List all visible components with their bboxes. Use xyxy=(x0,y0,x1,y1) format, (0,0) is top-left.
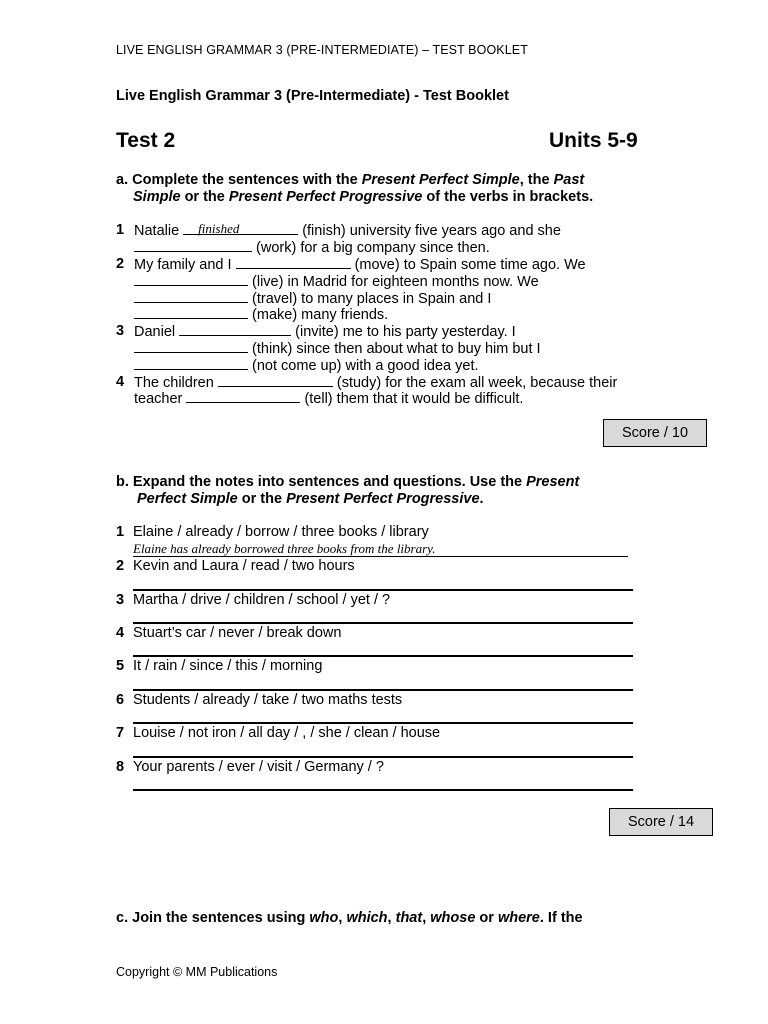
answer-blank[interactable] xyxy=(218,374,333,387)
exercise-text: (move) to Spain some time ago. We xyxy=(354,257,586,273)
item-number: 4 xyxy=(116,625,125,641)
item-number: 7 xyxy=(116,725,125,741)
note-prompt: Stuart’s car / never / break down xyxy=(133,625,342,641)
item-number: 2 xyxy=(116,256,125,272)
section-a-instructions xyxy=(116,172,636,206)
instr-tense: Present Perfect Progressive xyxy=(286,491,480,507)
section-c-instructions xyxy=(116,910,676,927)
item-number: 4 xyxy=(116,374,125,390)
exercise-text: The children xyxy=(134,375,214,391)
exercise-text: (work) for a big company since then. xyxy=(256,240,490,256)
section-c-letter: c. xyxy=(116,910,129,926)
answer-blank[interactable] xyxy=(134,340,248,353)
answer-line[interactable] xyxy=(133,689,633,691)
answer-line[interactable] xyxy=(133,756,633,758)
note-prompt: Your parents / ever / visit / Germany / ? xyxy=(133,759,384,775)
answer-blank[interactable] xyxy=(183,222,298,235)
item-number: 3 xyxy=(116,592,125,608)
answer-blank[interactable] xyxy=(134,357,248,370)
instr-text: , the xyxy=(519,172,554,188)
item-number: 1 xyxy=(116,524,125,540)
note-prompt: Kevin and Laura / read / two hours xyxy=(133,558,355,574)
instr-text: , xyxy=(422,910,431,926)
exercise-text: (live) in Madrid for eighteen months now. We xyxy=(252,274,539,290)
instr-tense: Present xyxy=(526,474,580,490)
exercise-line xyxy=(134,357,479,375)
item-number: 2 xyxy=(116,558,125,574)
copyright-footer: Copyright © MM Publications xyxy=(116,965,278,979)
instr-text: or the xyxy=(180,189,229,205)
answer-line[interactable] xyxy=(133,722,633,724)
item-number: 5 xyxy=(116,658,125,674)
instr-text: Join the sentences using xyxy=(132,910,310,926)
instr-text: Complete the sentences with the xyxy=(132,172,362,188)
instr-tense: Perfect Simple xyxy=(137,491,238,507)
exercise-line xyxy=(134,306,388,324)
section-b-letter: b. xyxy=(116,474,129,490)
note-prompt: It / rain / since / this / morning xyxy=(133,658,323,674)
instr-text: Expand the notes into sentences and questions. Use the xyxy=(132,474,527,490)
exercise-text: (tell) them that it would be difficult. xyxy=(304,391,524,407)
relative-pronoun: that xyxy=(395,910,423,926)
instr-text: of the verbs in brackets. xyxy=(422,189,594,205)
answer-line[interactable] xyxy=(133,589,633,591)
relative-pronoun: which xyxy=(346,910,388,926)
instr-text: , xyxy=(387,910,396,926)
answer-blank[interactable] xyxy=(186,390,300,403)
units-title: Units 5-9 xyxy=(549,129,638,152)
handwritten-answer: finished xyxy=(198,221,240,236)
item-number: 3 xyxy=(116,323,125,339)
section-a-letter: a. xyxy=(116,172,129,188)
item-number: 8 xyxy=(116,759,125,775)
exercise-text: (travel) to many places in Spain and I xyxy=(252,291,492,307)
answer-blank[interactable] xyxy=(236,256,351,269)
instr-text: or the xyxy=(237,491,287,507)
instr-text: , xyxy=(338,910,347,926)
instr-tense: Present Perfect Progressive xyxy=(228,189,423,205)
score-box-b: Score / 14 xyxy=(609,808,713,836)
instr-tense: Past xyxy=(553,172,585,188)
instr-text: or xyxy=(475,910,498,926)
note-prompt: Elaine / already / borrow / three books / library xyxy=(133,524,429,540)
answer-blank[interactable] xyxy=(134,273,248,286)
answer-line[interactable] xyxy=(133,622,633,624)
running-header: LIVE ENGLISH GRAMMAR 3 (PRE-INTERMEDIATE) – TEST BOOKLET xyxy=(116,43,528,57)
note-prompt: Students / already / take / two maths tests xyxy=(133,692,403,708)
exercise-text: (think) since then about what to buy him but I xyxy=(252,341,541,357)
relative-pronoun: who xyxy=(309,910,339,926)
exercise-line xyxy=(134,222,561,240)
answer-blank[interactable] xyxy=(134,306,248,319)
exercise-line xyxy=(134,273,539,291)
exercise-line xyxy=(134,239,490,257)
score-box-a: Score / 10 xyxy=(603,419,707,447)
item-number: 1 xyxy=(116,222,125,238)
exercise-text: My family and I xyxy=(134,257,232,273)
book-title: Live English Grammar 3 (Pre-Intermediate) - Test Booklet xyxy=(116,88,509,104)
instr-tense: Present Perfect Simple xyxy=(361,172,520,188)
answer-line[interactable] xyxy=(133,789,633,791)
exercise-line xyxy=(134,390,523,408)
exercise-text: Daniel xyxy=(134,324,176,340)
answer-blank[interactable] xyxy=(179,323,291,336)
exercise-text: (invite) me to his party yesterday. I xyxy=(295,324,516,340)
exercise-text: teacher xyxy=(134,391,183,407)
note-prompt: Martha / drive / children / school / yet / ? xyxy=(133,592,391,608)
relative-pronoun: whose xyxy=(430,910,476,926)
test-title: Test 2 xyxy=(116,129,176,152)
exercise-line xyxy=(134,256,586,274)
item-number: 6 xyxy=(116,692,125,708)
exercise-text: (finish) university five years ago and she xyxy=(302,223,561,239)
instr-text: . If the xyxy=(539,910,583,926)
answer-line[interactable] xyxy=(133,655,633,657)
exercise-text: (study) for the exam all week, because their xyxy=(336,375,618,391)
handwritten-answer[interactable]: Elaine has already borrowed three books from the library. xyxy=(133,541,628,557)
answer-blank[interactable] xyxy=(134,290,248,303)
note-prompt: Louise / not iron / all day / , / she / clean / house xyxy=(133,725,441,741)
exercise-line xyxy=(134,323,516,341)
exercise-text: (not come up) with a good idea yet. xyxy=(252,358,479,374)
exercise-text: (make) many friends. xyxy=(252,307,389,323)
exercise-line xyxy=(134,340,541,358)
instr-tense: Simple xyxy=(133,189,181,205)
exercise-text: Natalie xyxy=(134,223,180,239)
answer-blank[interactable] xyxy=(134,239,252,252)
instr-text: . xyxy=(479,491,484,507)
section-b-instructions xyxy=(116,474,656,508)
relative-pronoun: where xyxy=(497,910,540,926)
